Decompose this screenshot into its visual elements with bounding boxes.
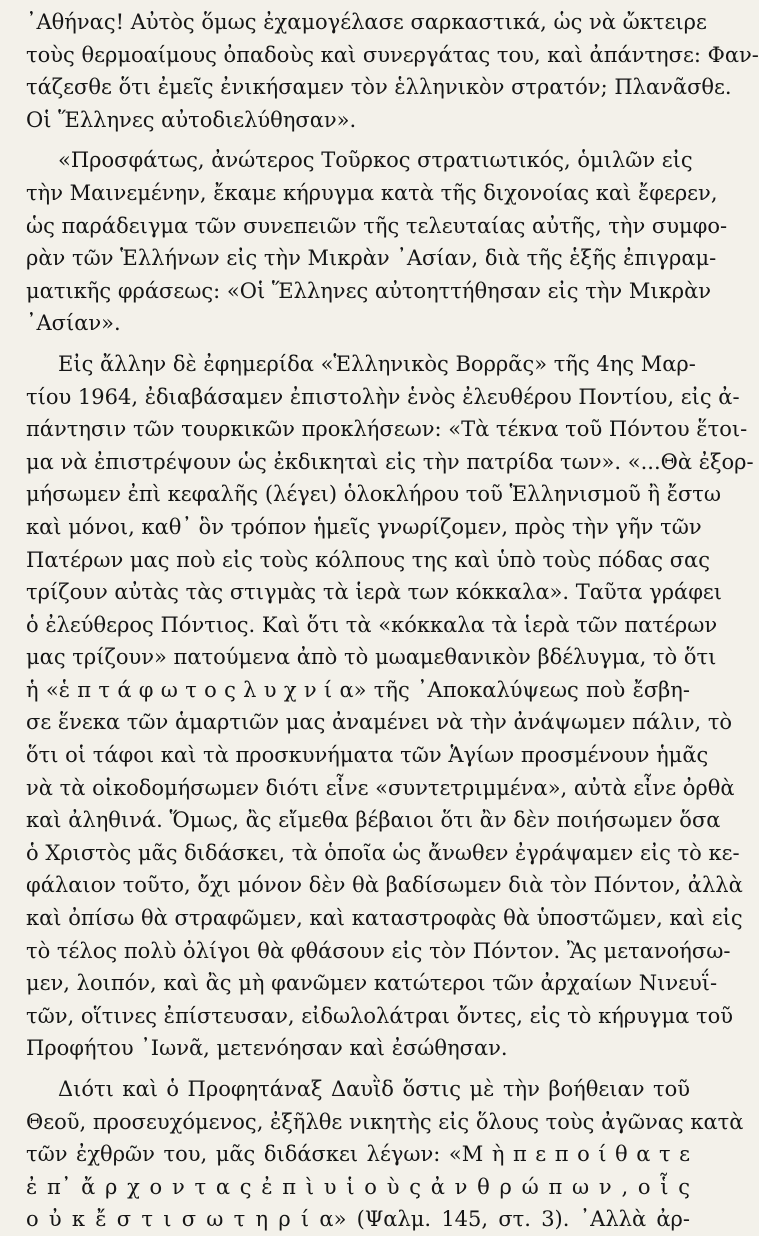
text-line: Διότι καὶ ὁ Προφητάναξ Δαυῒδ ὅστις μὲ τὴν βοήθειαν τοῦ xyxy=(58,1077,690,1101)
text-line: μεν, λοιπόν, καὶ ἂς μὴ φανῶμεν κατώτεροι τῶν ἀρχαίων Νινευΐ- xyxy=(26,971,718,996)
text-line: νὰ τὰ οἰκοδομήσωμεν διότι εἶνε «συντετριμμένα», αὐτὰ εἶνε ὀρθὰ xyxy=(26,775,735,800)
text-line: καὶ ἀληθινά. Ὅμως, ἂς εἴμεθα βέβαιοι ὅτι ἂν δὲν ποιήσωμεν ὅσα xyxy=(26,808,721,833)
text-line: μας τρίζουν» πατούμενα ἀπὸ τὸ μωαμεθανικὸν βδέλυγμα, τὸ ὅτι xyxy=(26,645,717,670)
text-line: τρίζουν αὐτὰς τὰς στιγμὰς τὰ ἱερὰ των κόκκαλα». Ταῦτα γράφει xyxy=(26,580,723,605)
text-line: τῶν, οἵτινες ἐπίστευσαν, εἰδωλολάτραι ὄντες, εἰς τὸ κήρυγμα τοῦ xyxy=(26,1003,733,1028)
text-line: μήσωμεν ἐπὶ κεφαλῆς (λέγει) ὁλοκλήρου τοῦ Ἑλληνισμοῦ ἢ ἔστω xyxy=(26,482,722,507)
text-line: τὸ τέλος πολὺ ὀλίγοι θὰ φθάσουν εἰς τὸν Πόντον. Ἂς μετανοήσω- xyxy=(26,938,731,963)
text-line: ἐ π᾿ ἄ ρ χ ο ν τ α ς ἐ π ὶ υ ἱ ο ὺ ς ἀ ν θ ρ ώ π ω ν , ο ἷ ς xyxy=(26,1174,690,1199)
paragraph-3 xyxy=(26,348,754,1065)
text-line: ὅτι οἱ τάφοι καὶ τὰ προσκυνήματα τῶν Ἁγίων προσμένουν ἡμᾶς xyxy=(26,743,709,768)
text-line: Εἰς ἄλλην δὲ ἐφημερίδα «Ἑλληνικὸς Βορρᾶς» τῆς 4ης Μαρ- xyxy=(58,351,696,376)
text-line: ὡς παράδειγμα τῶν συνεπειῶν τῆς τελευταίας αὐτῆς, τὴν συμφο- xyxy=(26,213,728,238)
paragraph-1 xyxy=(26,6,759,136)
text-line: ὁ Χριστὸς μᾶς διδάσκει, τὰ ὁποῖα ὡς ἄνωθεν ἐγράψαμεν εἰς τὸ κε- xyxy=(26,840,740,865)
text-line: Προφήτου ᾿Ιωνᾶ, μετενόησαν καὶ ἐσώθησαν. xyxy=(26,1036,508,1061)
text-line: Πατέρων μας ποὺ εἰς τοὺς κόλπους της καὶ ὑπὸ τοὺς πόδας σας xyxy=(26,547,710,572)
text-line: καὶ μόνοι, καθ᾿ ὃν τρόπον ἡμεῖς γνωρίζομεν, πρὸς τὴν γῆν τῶν xyxy=(26,514,702,539)
text-line: ἡ «ἑ π τ ά φ ω τ ο ς λ υ χ ν ί α» τῆς ᾿Αποκαλύψεως ποὺ ἔσβη- xyxy=(26,677,690,702)
text-line: ᾿Αθήνας! Αὐτὸς ὅμως ἐχαμογέλασε σαρκαστικά, ὡς νὰ ὤκτειρε xyxy=(26,10,707,34)
text-line: φάλαιον τοῦτο, ὄχι μόνον δὲν θὰ βαδίσωμεν διὰ τὸν Πόντον, ἀλλὰ xyxy=(26,873,743,898)
text-line: πάντησιν τῶν τουρκικῶν προκλήσεων: «Τὰ τέκνα τοῦ Πόντου ἕτοι- xyxy=(26,417,748,442)
text-line: ματικῆς φράσεως: «Οἱ Ἕλληνες αὐτοηττήθησαν εἰς τὴν Μικρὰν xyxy=(26,278,712,303)
text-line: ρὰν τῶν Ἑλλήνων εἰς τὴν Μικρὰν ᾿Ασίαν, διὰ τῆς ἑξῆς ἐπιγραμ- xyxy=(26,246,717,271)
paragraph-2 xyxy=(26,144,728,340)
text-line: ᾿Ασίαν». xyxy=(26,311,121,336)
text-line: «Προσφάτως, ἀνώτερος Τοῦρκος στρατιωτικός, ὁμιλῶν εἰς xyxy=(58,148,693,173)
text-line: σε ἕνεκα τῶν ἁμαρτιῶν μας ἀναμένει νὰ τὴν ἀνάψωμεν πάλιν, τὸ xyxy=(26,710,733,735)
text-line: μα νὰ ἐπιστρέψουν ὡς ἐκδικηταὶ εἰς τὴν πατρίδα των». «...Θὰ ἐξορ- xyxy=(26,449,754,474)
text-line: καὶ ὀπίσω θὰ στραφῶμεν, καὶ καταστροφὰς θὰ ὑποστῶμεν, καὶ εἰς xyxy=(26,906,743,931)
text-line: τὴν Μαινεμένην, ἔκαμε κήρυγμα κατὰ τῆς διχονοίας καὶ ἔφερεν, xyxy=(26,180,718,205)
text-line: ὁ ἐλεύθερος Πόντιος. Καὶ ὅτι τὰ «κόκκαλα τὰ ἱερὰ τῶν πατέρων xyxy=(26,612,718,637)
text-line: Οἱ Ἕλληνες αὐτοδιελύθησαν». xyxy=(26,107,357,132)
text-line: τίου 1964, ἐδιαβάσαμεν ἐπιστολὴν ἑνὸς ἐλευθέρου Ποντίου, εἰς ἀ- xyxy=(26,384,740,409)
text-line: τῶν ἐχθρῶν του, μᾶς διδάσκει λέγων: «Μ ὴ π ε π ο ί θ α τ ε xyxy=(26,1142,690,1167)
text-line: Θεοῦ, προσευχόμενος, ἐξῆλθε νικητὴς εἰς ὅλους τοὺς ἀγῶνας κατὰ xyxy=(26,1109,744,1134)
text-line: τάζεσθε ὅτι ἐμεῖς ἐνικήσαμεν τὸν ἑλληνικὸν στρατόν; Πλανᾶσθε. xyxy=(26,75,732,100)
paragraph-4 xyxy=(26,1073,744,1236)
text-line: τοὺς θερμοαίμους ὀπαδοὺς καὶ συνεργάτας του, καὶ ἀπάντησε: Φαν- xyxy=(26,42,759,67)
text-line: ο ὐ κ ἔ σ τ ι σ ω τ η ρ ί α» (Ψαλμ. 145, στ. 3). ᾿Αλλὰ ἀρ- xyxy=(26,1207,690,1232)
